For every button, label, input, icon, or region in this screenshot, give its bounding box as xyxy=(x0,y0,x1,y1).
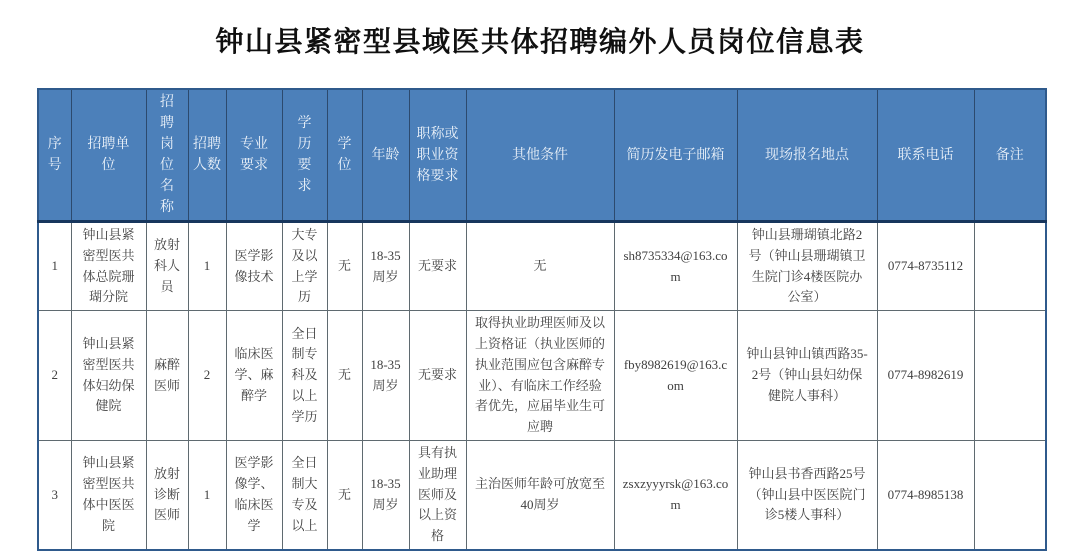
table-row xyxy=(38,311,1046,441)
cell-resume-email: zsxzyyyrsk@163.com xyxy=(614,440,737,549)
cell-major: 医学影像学、临床医学 xyxy=(226,440,282,549)
cell-count: 2 xyxy=(188,311,226,441)
header-degree xyxy=(327,89,362,222)
header-education xyxy=(282,89,327,222)
cell-phone: 0774-8735112 xyxy=(877,222,974,311)
table-row xyxy=(38,222,1046,311)
cell-count: 1 xyxy=(188,440,226,549)
cell-degree: 无 xyxy=(327,222,362,311)
cell-signup-location: 钟山县珊瑚镇北路2号（钟山县珊瑚镇卫生院门诊4楼医院办公室） xyxy=(737,222,877,311)
cell-qualification: 无要求 xyxy=(409,311,466,441)
cell-education: 大专及以上学历 xyxy=(282,222,327,311)
header-employer-label: 招聘单位 xyxy=(87,137,130,173)
cell-age: 18-35周岁 xyxy=(362,440,409,549)
cell-other-conditions: 主治医师年龄可放宽至40周岁 xyxy=(466,440,614,549)
header-remarks: 备注 xyxy=(974,89,1046,222)
header-position xyxy=(146,89,188,222)
cell-remarks xyxy=(974,222,1046,311)
cell-other-conditions: 无 xyxy=(466,222,614,311)
cell-qualification: 无要求 xyxy=(409,222,466,311)
header-position-label: 招聘岗位名称 xyxy=(160,95,174,215)
cell-employer: 钟山县紧密型医共体妇幼保健院 xyxy=(71,311,146,441)
cell-major: 临床医学、麻醉学 xyxy=(226,311,282,441)
cell-resume-email: fby8982619@163.com xyxy=(614,311,737,441)
header-resume-email: 简历发电子邮箱 xyxy=(614,89,737,222)
cell-signup-location: 钟山县钟山镇西路35-2号（钟山县妇幼保健院人事科） xyxy=(737,311,877,441)
header-phone: 联系电话 xyxy=(877,89,974,222)
header-other-conditions: 其他条件 xyxy=(466,89,614,222)
cell-other-conditions: 取得执业助理医师及以上资格证（执业医师的执业范围应包含麻醉专业）、有临床工作经验者优先，应届毕业生可应聘 xyxy=(466,311,614,441)
header-qualification-label: 职称或职业资格要求 xyxy=(416,126,459,184)
cell-count: 1 xyxy=(188,222,226,311)
header-count-label: 招聘人数 xyxy=(193,137,221,173)
cell-seq: 2 xyxy=(38,311,71,441)
cell-position: 放射科人员 xyxy=(146,222,188,311)
cell-degree: 无 xyxy=(327,311,362,441)
cell-position: 麻醉医师 xyxy=(146,311,188,441)
cell-major: 医学影像技术 xyxy=(226,222,282,311)
page-title: 钟山县紧密型县域医共体招聘编外人员岗位信息表 xyxy=(215,27,865,58)
header-seq xyxy=(38,89,71,222)
header-count xyxy=(188,89,226,222)
header-age: 年龄 xyxy=(362,89,409,222)
header-row xyxy=(38,89,1046,222)
cell-age: 18-35周岁 xyxy=(362,222,409,311)
header-signup-location: 现场报名地点 xyxy=(737,89,877,222)
cell-qualification: 具有执业助理医师及以上资格 xyxy=(409,440,466,549)
header-education-label: 学历要求 xyxy=(297,116,312,194)
header-employer xyxy=(71,89,146,222)
cell-seq: 1 xyxy=(38,222,71,311)
table-row xyxy=(38,440,1046,549)
cell-age: 18-35周岁 xyxy=(362,311,409,441)
cell-signup-location: 钟山县书香西路25号（钟山县中医医院门诊5楼人事科） xyxy=(737,440,877,549)
cell-remarks xyxy=(974,440,1046,549)
cell-education: 全日制专科及以上学历 xyxy=(282,311,327,441)
cell-phone: 0774-8982619 xyxy=(877,311,974,441)
cell-employer: 钟山县紧密型医共体中医医院 xyxy=(71,440,146,549)
header-major xyxy=(226,89,282,222)
cell-resume-email: sh8735334@163.com xyxy=(614,222,737,311)
header-degree-label: 学位 xyxy=(337,137,352,173)
header-qualification xyxy=(409,89,466,222)
cell-employer: 钟山县紧密型医共体总院珊瑚分院 xyxy=(71,222,146,311)
cell-phone: 0774-8985138 xyxy=(877,440,974,549)
header-major-label: 专业要求 xyxy=(240,137,268,173)
cell-position: 放射诊断医师 xyxy=(146,440,188,549)
cell-seq: 3 xyxy=(38,440,71,549)
job-info-table xyxy=(37,88,1047,551)
cell-remarks xyxy=(974,311,1046,441)
cell-education: 全日制大专及以上 xyxy=(282,440,327,549)
header-seq-label: 序号 xyxy=(47,137,62,173)
cell-degree: 无 xyxy=(327,440,362,549)
